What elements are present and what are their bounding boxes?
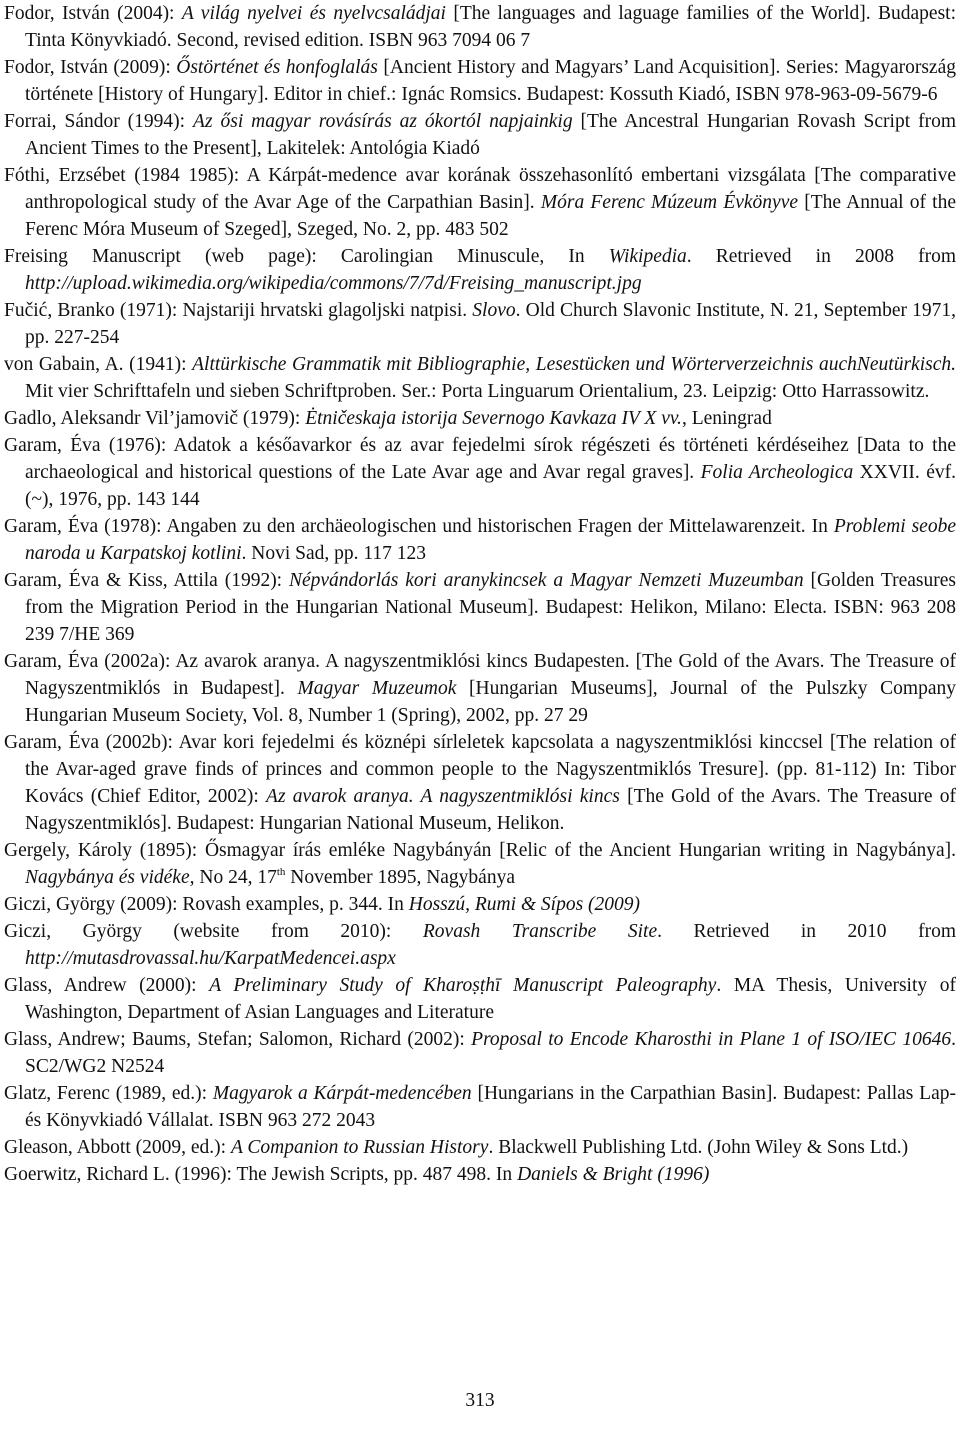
reference-entry xyxy=(4,1161,956,1188)
reference-text: Forrai, Sándor (1994): xyxy=(4,111,194,132)
reference-text: Gleason, Abbott (2009, ed.): xyxy=(4,1137,231,1158)
reference-title-text: Népvándorlás kori aranykincsek a Magyar Nemzeti Muzeumban xyxy=(288,570,804,591)
reference-text: Garam, Éva (1978): Angaben zu den archäeologischen und historischen Fragen der Mittelawarenzeit. In xyxy=(4,516,834,537)
reference-text: . MA Thesis, University of Washington, Department of Asian Languages and Literature xyxy=(25,975,956,1023)
reference-entry xyxy=(4,162,956,243)
reference-text: Garam, Éva & Kiss, Attila (1992): xyxy=(4,570,289,591)
reference-title-text: Daniels & Bright (1996) xyxy=(517,1164,710,1185)
reference-list xyxy=(4,0,956,1188)
reference-text: Giczi, György (website from 2010): xyxy=(4,921,423,942)
reference-text: Gergely, Károly (1895): Ősmagyar írás emléke Nagybányán [Relic of the Ancient Hungarian writing in Nagybánya]. xyxy=(4,840,956,861)
reference-text: [The Annual of the Ferenc Móra Museum of Szeged], Szeged, No. 2, pp. 483 502 xyxy=(25,192,956,240)
reference-text: [Hungarians in the Carpathian Basin]. Budapest: Pallas Lap- és Könyvkiadó Vállalat. ISBN 963 272 2043 xyxy=(25,1083,956,1131)
reference-text: Mit vier Schrifttafeln und sieben Schriftproben. Ser.: Porta Linguarum Orientalium, 23. Leipzig: Otto Harrassowitz. xyxy=(25,381,930,402)
reference-entry xyxy=(4,513,956,567)
reference-text: [The languages and laguage families of the World]. Budapest: Tinta Könyvkiadó. Second, revised edition. ISBN 963 7094 06 7 xyxy=(25,3,956,51)
reference-title-text: Őstörténet és honfoglalás xyxy=(176,57,378,78)
reference-entry xyxy=(4,567,956,648)
reference-title-text: http://mutasdrovassal.hu/KarpatMedencei.aspx xyxy=(25,948,396,969)
reference-title-text: Rovash Transcribe Site xyxy=(422,921,658,942)
reference-text: , No 24, 17 xyxy=(189,867,277,888)
reference-text: Glass, Andrew (2000): xyxy=(4,975,210,996)
reference-text: [The Gold of the Avars. The Treasure of Nagyszentmiklós]. Budapest: Hungarian National Museum, Helikon. xyxy=(25,786,956,834)
reference-text: von Gabain, A. (1941): xyxy=(4,354,193,375)
reference-text: . Old Church Slavonic Institute, N. 21, September 1971, pp. 227-254 xyxy=(25,300,957,348)
reference-text: Garam, Éva (2002b): Avar kori fejedelmi és köznépi sírleletek kapcsolata a nagyszentmiklósi kinccsel [The relation of the Avar-aged grave finds of princes and common people to the Nagyszentmiklós Tresure]. (pp. 81-112) In: Tibor Kovács (Chief Editor, 2002): xyxy=(4,732,956,807)
reference-entry xyxy=(4,729,956,837)
reference-title-text: Slovo xyxy=(472,300,516,321)
reference-text: XXVII. évf. (~), 1976, pp. 143 144 xyxy=(25,462,956,510)
reference-entry xyxy=(4,297,956,351)
reference-text: [Ancient History and Magyars’ Land Acquisition]. Series: Magyarország története [History of Hungary]. Editor in chief.: Ignác Romsics. Budapest: Kossuth Kiadó, ISBN 978-963-09-5679-6 xyxy=(25,57,956,105)
reference-text: Glass, Andrew; Baums, Stefan; Salomon, Richard (2002): xyxy=(4,1029,472,1050)
reference-title-text: A Preliminary Study of Kharoṣṭhī Manuscript Paleography xyxy=(209,975,717,996)
reference-title-text: Proposal to Encode Kharosthi in Plane 1 of ISO/IEC 10646 xyxy=(471,1029,952,1050)
reference-title-text: A Companion to Russian History xyxy=(230,1137,489,1158)
reference-entry xyxy=(4,891,956,918)
reference-text: . Novi Sad, pp. 117 123 xyxy=(241,543,427,564)
reference-text: [Hungarian Museums], Journal of the Pulszky Company Hungarian Museum Society, Vol. 8, Number 1 (Spring), 2002, pp. 27 29 xyxy=(25,678,957,726)
reference-entry xyxy=(4,918,956,972)
reference-title-text: A világ nyelvei és nyelvcsaládjai xyxy=(181,3,446,24)
reference-entry xyxy=(4,351,956,405)
reference-title-text: Magyarok a Kárpát-medencében xyxy=(212,1083,472,1104)
reference-text: . Blackwell Publishing Ltd. (John Wiley & Sons Ltd.) xyxy=(488,1137,909,1158)
reference-title-text: http://upload.wikimedia.org/wikipedia/commons/7/7d/Freising_manuscript.jpg xyxy=(25,273,642,294)
reference-text: Glatz, Ferenc (1989, ed.): xyxy=(4,1083,213,1104)
reference-title-text: Az ősi magyar rovásírás az ókortól napjainkig xyxy=(193,111,573,132)
reference-entry xyxy=(4,432,956,513)
reference-title-text: Wikipedia xyxy=(608,246,687,267)
reference-text: Garam, Éva (1976): Adatok a későavarkor és az avar fejedelmi sírok régészeti és történeti kérdéseihez [Data to the archaeological and historical questions of the Late Avar age and Avar regal graves]. xyxy=(4,435,956,483)
reference-text: November 1895, Nagybánya xyxy=(285,867,515,888)
reference-text: Goerwitz, Richard L. (1996): The Jewish Scripts, pp. 487 498. In xyxy=(4,1164,518,1185)
reference-title-text: Nagybánya és vidéke xyxy=(25,867,190,888)
reference-text: Fodor, István (2009): xyxy=(4,57,177,78)
reference-title-text: Alttürkische Grammatik mit Bibliographie, Lesestücken und Wörterverzeichnis auchNeutürkisch. xyxy=(192,354,956,375)
reference-text: . SC2/WG2 N2524 xyxy=(25,1029,957,1077)
reference-entry xyxy=(4,1026,956,1080)
reference-title-text: Magyar Muzeumok xyxy=(297,678,457,699)
reference-text: . Retrieved in 2008 from xyxy=(686,246,956,267)
reference-text: Freising Manuscript (web page): Carolingian Minuscule, In xyxy=(4,246,609,267)
reference-text: . Retrieved in 2010 from xyxy=(657,921,956,942)
reference-entry xyxy=(4,0,956,54)
reference-text: Giczi, György (2009): Rovash examples, p. 344. In xyxy=(4,894,409,915)
reference-title-text: Az avarok aranya. A nagyszentmiklósi kincs xyxy=(266,786,620,807)
reference-title-text: Móra Ferenc Múzeum Évkönyve xyxy=(540,192,799,213)
reference-title-text: Hosszú, Rumi & Sípos (2009) xyxy=(408,894,641,915)
reference-entry xyxy=(4,108,956,162)
page-number: 313 xyxy=(465,1390,495,1411)
reference-text: Fodor, István (2004): xyxy=(4,3,182,24)
reference-text: [Golden Treasures from the Migration Period in the Hungarian National Museum]. Budapest: Helikon, Milano: Electa. ISBN: 963 208 239 7/HE 369 xyxy=(25,570,957,645)
reference-title-text: Ėtničeskaja istorija Severnogo Kavkaza IV X vv. xyxy=(305,408,682,429)
reference-entry xyxy=(4,405,956,432)
superscript-text: th xyxy=(276,866,286,878)
reference-title-text: Problemi seobe naroda u Karpatskoj kotlini xyxy=(25,516,956,564)
reference-text: Gadlo, Aleksandr Vil’jamovič (1979): xyxy=(4,408,306,429)
reference-entry xyxy=(4,1134,956,1161)
reference-title-text: Folia Archeologica xyxy=(700,462,854,483)
reference-entry xyxy=(4,648,956,729)
reference-entry xyxy=(4,1080,956,1134)
reference-text: Garam, Éva (2002a): Az avarok aranya. A nagyszentmiklósi kincs Budapesten. [The Gold of the Avars. The Treasure of Nagyszentmiklós in Budapest]. xyxy=(4,651,956,699)
reference-text: Fučić, Branko (1971): Najstariji hrvatski glagoljski natpisi. xyxy=(4,300,473,321)
reference-text: , Leningrad xyxy=(681,408,772,429)
reference-entry xyxy=(4,837,956,891)
reference-entry xyxy=(4,972,956,1026)
reference-entry xyxy=(4,54,956,108)
reference-text: [The Ancestral Hungarian Rovash Script from Ancient Times to the Present], Lakitelek: Antológia Kiadó xyxy=(25,111,956,159)
reference-text: Fóthi, Erzsébet (1984 1985): A Kárpát-medence avar korának összehasonlító embertani vizsgálata [The comparative anthropological study of the Avar Age of the Carpathian Basin]. xyxy=(4,165,956,213)
reference-entry xyxy=(4,243,956,297)
